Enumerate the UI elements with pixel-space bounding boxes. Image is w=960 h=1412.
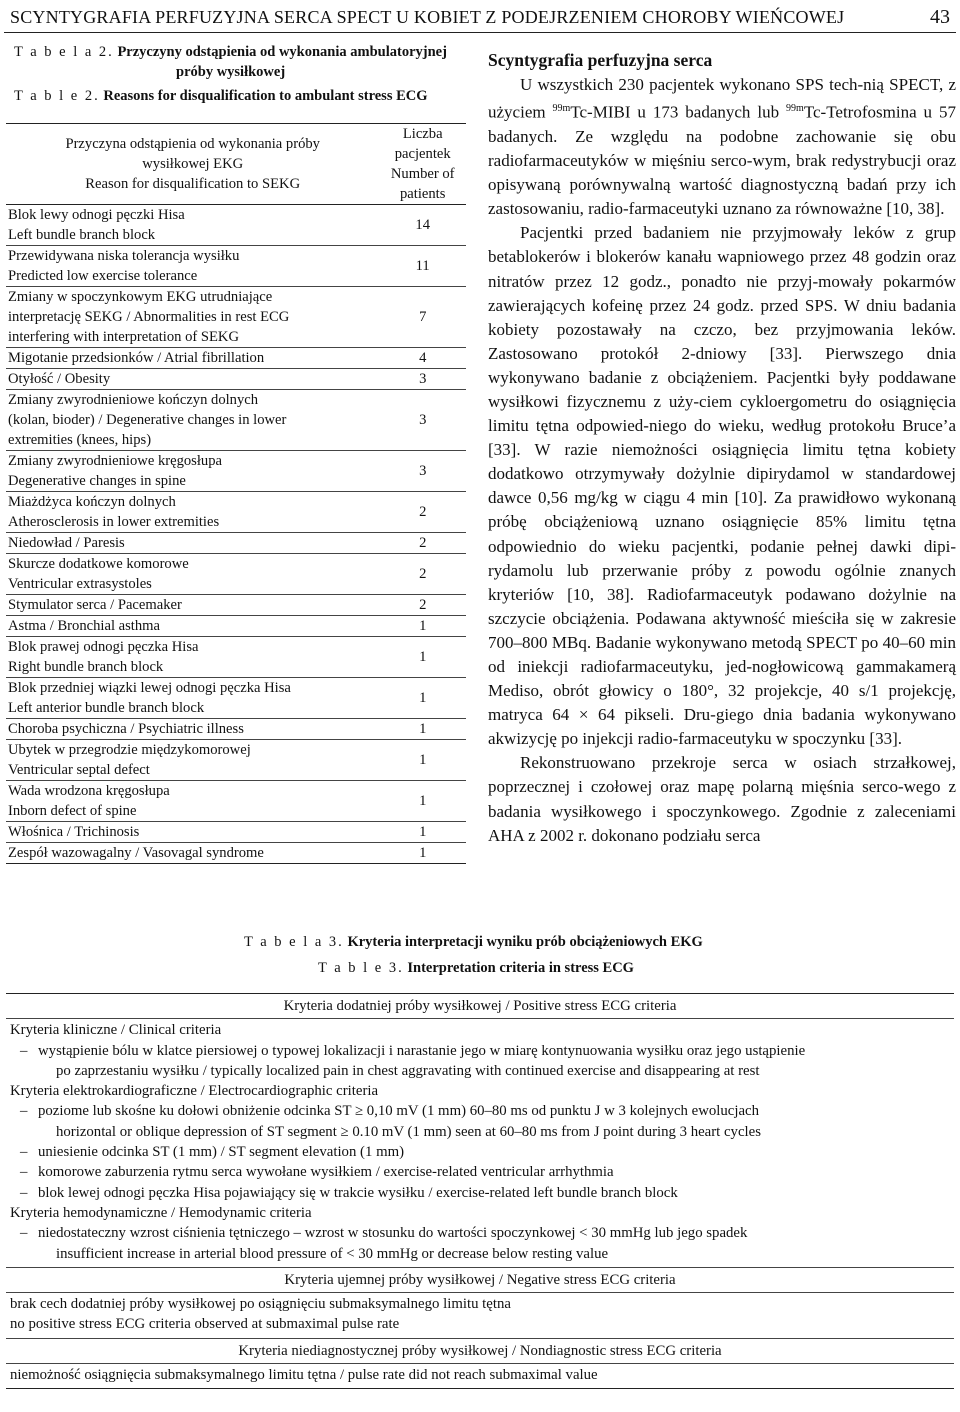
table-row bbox=[6, 781, 466, 822]
criterion-text: insufficient increase in arterial blood pressure of < 30 mmHg or decrease below resting value bbox=[56, 1245, 609, 1262]
running-header bbox=[4, 4, 956, 33]
reason-text-line: Włośnica / Trichinosis bbox=[8, 824, 140, 840]
reason-text-line: Right bundle branch block bbox=[8, 659, 164, 675]
hemodynamic-criteria-header: Kryteria hemodynamiczne / Hemodynamic criteria bbox=[10, 1204, 312, 1221]
reason-cell bbox=[6, 451, 379, 492]
ecg-criterion-item bbox=[10, 1101, 950, 1142]
negative-criteria-block bbox=[6, 1293, 954, 1339]
criterion-text: niedostateczny wzrost ciśnienia tętniczego – wzrost w stosunku do wartości spoczynkowej < 30 mmHg lub jego spadek bbox=[38, 1225, 748, 1242]
reason-text-line: Niedowład / Paresis bbox=[8, 535, 125, 551]
reason-text-line: Zmiany zwyrodnieniowe kręgosłupa bbox=[8, 453, 222, 469]
nondiagnostic-criteria-header: Kryteria niediagnostycznej próby wysiłkowej / Nondiagnostic stress ECG criteria bbox=[6, 1339, 954, 1364]
positive-criteria-block bbox=[6, 1019, 954, 1268]
table2-caption-pl-text-line1: Przyczyny odstąpienia od wykonania ambulatoryjnej bbox=[117, 44, 447, 60]
positive-criteria-header: Kryteria dodatniej próby wysiłkowej / Positive stress ECG criteria bbox=[6, 994, 954, 1019]
reason-cell bbox=[6, 616, 379, 637]
table2-header-count bbox=[379, 124, 466, 205]
reason-text-line: Inborn defect of spine bbox=[8, 803, 137, 819]
reason-text-line: Zespół wazowagalny / Vasovagal syndrome bbox=[8, 845, 264, 861]
ecg-criterion-item: – komorowe zaburzenia rytmu serca wywołane wysiłkiem / exercise-related ventricular arrhythmia bbox=[10, 1162, 950, 1182]
table-row bbox=[6, 205, 466, 246]
patient-count-cell: 2 bbox=[379, 554, 466, 595]
table2-header-reason-line: wysiłkowej EKG bbox=[142, 156, 244, 172]
paragraph-2: Pacjentki przed badaniem nie przyjmowały leków z grup betablokerów i blokerów kanału wapniowego przez 48 godzin oraz nitratów przez 12 godz., ponadto nie przyj-mowały pokarmów zawierających kofeinę przez 24 godz. przed SPS. W dniu badania kobiety pozostawały na czczo, bez przyjmowania leków. Zastosowano protokół 2-dniowy [33]. Pierwszego dnia wykonywano badanie z obciążeniem. Pacjentki były poddawane wysiłkowi fizycznemu z uży-ciem cykloergometru do osiągnięcia limitu tętna odpowied-niego do wieku, według protokołu Bruce’a [33]. W razie niemożności osiągnięcia limitu tętna kobiety dodatkowo otrzymywały dożylnie dipirydamol w standardowej dawce 0,56 mg/kg w ciągu 4 min [10]. Za prawidłowo wykonaną próbę obciążeniową uznano osiągnięcie 85% limitu tętna odpowiednio do wieku pacjentki, podanie pełnej dawki dipi-rydamolu lub przerwanie próby z powodu ogólnie znanych kryteriów [10, 38]. Radiofarmaceutyk podawano dożylnie na szczycie obciążenia. Podawana aktywność mieściła się w zakresie 700–800 MBq. Badanie wykonywano metodą SPECT po 40–60 min od iniekcji radiofarmaceutyku, jed-nogłowicową gammakamerą Mediso, obrót głowicy o 180°, 32 projekcje, 40 s/1 projekcję, matryca 64 × 64 pikseli. Dru-giego dnia badania wykonywano akwizycję po injekcji radio-farmaceutyku w spoczynku [33]. bbox=[488, 223, 956, 749]
reason-cell bbox=[6, 822, 379, 843]
reason-text-line: Astma / Bronchial asthma bbox=[8, 618, 160, 634]
table2-header-row bbox=[6, 124, 466, 205]
reason-text-line: Blok prawej odnogi pęczka Hisa bbox=[8, 639, 199, 655]
patient-count-cell: 2 bbox=[379, 533, 466, 554]
reason-text-line: Stymulator serca / Pacemaker bbox=[8, 597, 182, 613]
table3-caption-en bbox=[318, 960, 634, 977]
ecg-criterion-item: – blok lewej odnogi pęczka Hisa pojawiający się w trakcie wysiłku / exercise-related left bundle branch block bbox=[10, 1183, 950, 1203]
table-row bbox=[6, 554, 466, 595]
nondiagnostic-criteria-block bbox=[6, 1364, 954, 1388]
patient-count-cell: 1 bbox=[379, 822, 466, 843]
reason-cell bbox=[6, 390, 379, 451]
hemodynamic-criterion-item bbox=[10, 1223, 950, 1264]
page-number: 43 bbox=[930, 6, 950, 28]
isotope-superscript: 99m bbox=[552, 103, 571, 115]
patient-count-cell: 3 bbox=[379, 390, 466, 451]
table3-caption-pl-label: T a b e l a 3. bbox=[244, 934, 344, 950]
table2-caption-pl-label: T a b e l a 2. bbox=[14, 44, 114, 60]
reason-text-line: Zmiany zwyrodnieniowe kończyn dolnych bbox=[8, 392, 259, 408]
patient-count-cell: 2 bbox=[379, 595, 466, 616]
reason-text-line: Ventricular septal defect bbox=[8, 762, 150, 778]
table2-caption-en-text: Reasons for disqualification to ambulant stress ECG bbox=[103, 88, 428, 104]
reason-cell bbox=[6, 740, 379, 781]
reason-text-line: Migotanie przedsionków / Atrial fibrillation bbox=[8, 350, 265, 366]
reason-cell bbox=[6, 348, 379, 369]
table2-caption-en-label: T a b l e 2. bbox=[14, 88, 100, 104]
table3-caption-pl-text: Kryteria interpretacji wyniku prób obciążeniowych EKG bbox=[347, 934, 703, 950]
table-row bbox=[6, 616, 466, 637]
patient-count-cell: 1 bbox=[379, 781, 466, 822]
table2-caption-pl bbox=[14, 44, 447, 61]
reason-cell bbox=[6, 554, 379, 595]
patient-count-cell: 3 bbox=[379, 451, 466, 492]
table2-header-count-line: patients bbox=[400, 186, 446, 202]
reason-cell bbox=[6, 781, 379, 822]
reason-text-line: interfering with interpretation of SEKG bbox=[8, 329, 240, 345]
patient-count-cell: 1 bbox=[379, 637, 466, 678]
patient-count-cell: 14 bbox=[379, 205, 466, 246]
table-row bbox=[6, 595, 466, 616]
criterion-text: horizontal or oblique depression of ST segment ≥ 0.10 mV (1 mm) seen at 60–80 ms from J point during 3 heart cycles bbox=[56, 1123, 761, 1140]
patient-count-cell: 1 bbox=[379, 719, 466, 740]
section-title: Scyntygrafia perfuzyjna serca bbox=[488, 50, 713, 70]
reason-cell bbox=[6, 246, 379, 287]
table2-disqualification-reasons bbox=[6, 123, 466, 864]
table2-caption-pl-text-line2: próby wysiłkowej bbox=[176, 64, 286, 80]
paragraph-1 bbox=[488, 73, 956, 221]
reason-text-line: Choroba psychiczna / Psychiatric illness bbox=[8, 721, 244, 737]
table-row bbox=[6, 451, 466, 492]
table3-caption-pl bbox=[244, 934, 703, 951]
isotope-superscript: 99m bbox=[786, 103, 804, 115]
table2-header-reason-line: Przyczyna odstąpienia od wykonania próby bbox=[65, 136, 320, 152]
reason-text-line: Blok przedniej wiązki lewej odnogi pęczka Hisa bbox=[8, 680, 291, 696]
table-row bbox=[6, 246, 466, 287]
table2-header-reason bbox=[6, 124, 379, 205]
running-title: SCYNTYGRAFIA PERFUZYJNA SERCA SPECT U KOBIET Z PODEJRZENIEM CHOROBY WIEŃCOWEJ bbox=[10, 7, 845, 27]
reason-text-line: Miażdżyca kończyn dolnych bbox=[8, 494, 176, 510]
reason-text-line: Degenerative changes in spine bbox=[8, 473, 186, 489]
negative-criteria-header: Kryteria ujemnej próby wysiłkowej / Negative stress ECG criteria bbox=[6, 1268, 954, 1293]
table-row bbox=[6, 533, 466, 554]
reason-text-line: extremities (knees, hips) bbox=[8, 432, 152, 448]
reason-text-line: Zmiany w spoczynkowym EKG utrudniające bbox=[8, 289, 273, 305]
reason-text-line: Przewidywana niska tolerancja wysiłku bbox=[8, 248, 240, 264]
paragraph-1-part: Tc-Tetrofosmina u 57 badanych. Ze względu na podobne zachowanie się obu radiofarmaceutyków w mięśniu serco-wym, brak redystrybucji oraz opisywaną porównywalną wartość diagnostyczną badań przy ich zastosowaniu, radio-farmaceutyki uznano za równoważne [10, 38]. bbox=[488, 102, 956, 219]
reason-cell bbox=[6, 719, 379, 740]
ecg-criterion-item: – uniesienie odcinka ST (1 mm) / ST segment elevation (1 mm) bbox=[10, 1142, 950, 1162]
table2-caption-en bbox=[14, 88, 428, 105]
criterion-text: wystąpienie bólu w klatce piersiowej o typowej lokalizacji i narastanie jego w miarę kontynuowania wysiłku oraz jego ustąpienie bbox=[38, 1042, 806, 1059]
reason-text-line: Left bundle branch block bbox=[8, 227, 156, 243]
table-row bbox=[6, 492, 466, 533]
patient-count-cell: 2 bbox=[379, 492, 466, 533]
reason-cell bbox=[6, 369, 379, 390]
patient-count-cell: 1 bbox=[379, 740, 466, 781]
table-row bbox=[6, 637, 466, 678]
table-row bbox=[6, 369, 466, 390]
table-row bbox=[6, 740, 466, 781]
table-row bbox=[6, 822, 466, 843]
reason-text-line: (kolan, bioder) / Degenerative changes in lower bbox=[8, 412, 287, 428]
reason-text-line: Ventricular extrasystoles bbox=[8, 576, 152, 592]
table-row bbox=[6, 678, 466, 719]
patient-count-cell: 3 bbox=[379, 369, 466, 390]
reason-text-line: Blok lewy odnogi pęczki Hisa bbox=[8, 207, 185, 223]
patient-count-cell: 11 bbox=[379, 246, 466, 287]
reason-text-line: Left anterior bundle branch block bbox=[8, 700, 205, 716]
table3-caption-en-label: T a b l e 3. bbox=[318, 960, 404, 976]
patient-count-cell: 4 bbox=[379, 348, 466, 369]
negative-criterion-line: brak cech dodatniej próby wysiłkowej po osiągnięciu submaksymalnego limitu tętna bbox=[10, 1296, 511, 1313]
nondiagnostic-criterion-line: niemożność osiągnięcia submaksymalnego limitu tętna / pulse rate did not reach submaximal value bbox=[10, 1367, 598, 1384]
reason-cell bbox=[6, 287, 379, 348]
table-row bbox=[6, 287, 466, 348]
paragraph-1-part: U wszystkich 230 pacjentek wykonano SPS tech-nią SPECT, z użyciem bbox=[488, 75, 956, 122]
paragraph-3: Rekonstruowano przekroje serca w osiach strzałkowej, poprzecznej i czołowej oraz mapę polarną mięśnia serco-wego z badania wysiłkowego i spoczynkowego. Zgodnie z zaleceniami AHA z 2002 r. dokonano podziału serca bbox=[488, 753, 956, 845]
table-row bbox=[6, 390, 466, 451]
clinical-criteria-header: Kryteria kliniczne / Clinical criteria bbox=[10, 1022, 222, 1039]
paragraph-1-part: Tc-MIBI u 173 badanych lub bbox=[570, 102, 787, 122]
reason-cell bbox=[6, 533, 379, 554]
reason-cell bbox=[6, 205, 379, 246]
criterion-text: poziome lub skośne ku dołowi obniżenie odcinka ST ≥ 0,10 mV (1 mm) 60–80 ms od punktu J w 3 kolejnych ewolucjach bbox=[38, 1103, 760, 1120]
reason-text-line: Otyłość / Obesity bbox=[8, 371, 111, 387]
table-row bbox=[6, 348, 466, 369]
patient-count-cell: 1 bbox=[379, 616, 466, 637]
criterion-text: po zaprzestaniu wysiłku / typically localized pain in chest aggravating with continued exercise and disappearing at rest bbox=[56, 1062, 760, 1079]
reason-text-line: Ubytek w przegrodzie międzykomorowej bbox=[8, 742, 251, 758]
table2-header-count-line: Number of bbox=[390, 166, 455, 182]
negative-criterion-line: no positive stress ECG criteria observed at submaximal pulse rate bbox=[10, 1316, 400, 1333]
ecg-criteria-header: Kryteria elektrokardiograficzne / Electrocardiographic criteria bbox=[10, 1083, 379, 1100]
table2-header-count-line: pacjentek bbox=[394, 146, 451, 162]
reason-cell bbox=[6, 637, 379, 678]
table-row bbox=[6, 719, 466, 740]
table2-caption-pl-line2 bbox=[176, 64, 285, 81]
reason-cell bbox=[6, 843, 379, 864]
reason-text-line: Atherosclerosis in lower extremities bbox=[8, 514, 220, 530]
reason-cell bbox=[6, 492, 379, 533]
reason-cell bbox=[6, 678, 379, 719]
table2-header-count-line: Liczba bbox=[402, 126, 443, 142]
clinical-criterion-item bbox=[10, 1041, 950, 1082]
reason-text-line: Skurcze dodatkowe komorowe bbox=[8, 556, 189, 572]
patient-count-cell: 1 bbox=[379, 843, 466, 864]
reason-text-line: Wada wrodzona kręgosłupa bbox=[8, 783, 170, 799]
table-row bbox=[6, 843, 466, 864]
reason-text-line: interpretację SEKG / Abnormalities in rest ECG bbox=[8, 309, 290, 325]
table3-caption-en-text: Interpretation criteria in stress ECG bbox=[407, 960, 634, 976]
reason-text-line: Predicted low exercise tolerance bbox=[8, 268, 198, 284]
table3-interpretation-criteria bbox=[6, 993, 954, 1389]
reason-cell bbox=[6, 595, 379, 616]
patient-count-cell: 1 bbox=[379, 678, 466, 719]
article-right-column bbox=[488, 48, 956, 848]
patient-count-cell: 7 bbox=[379, 287, 466, 348]
table2-header-reason-line: Reason for disqualification to SEKG bbox=[85, 176, 301, 192]
